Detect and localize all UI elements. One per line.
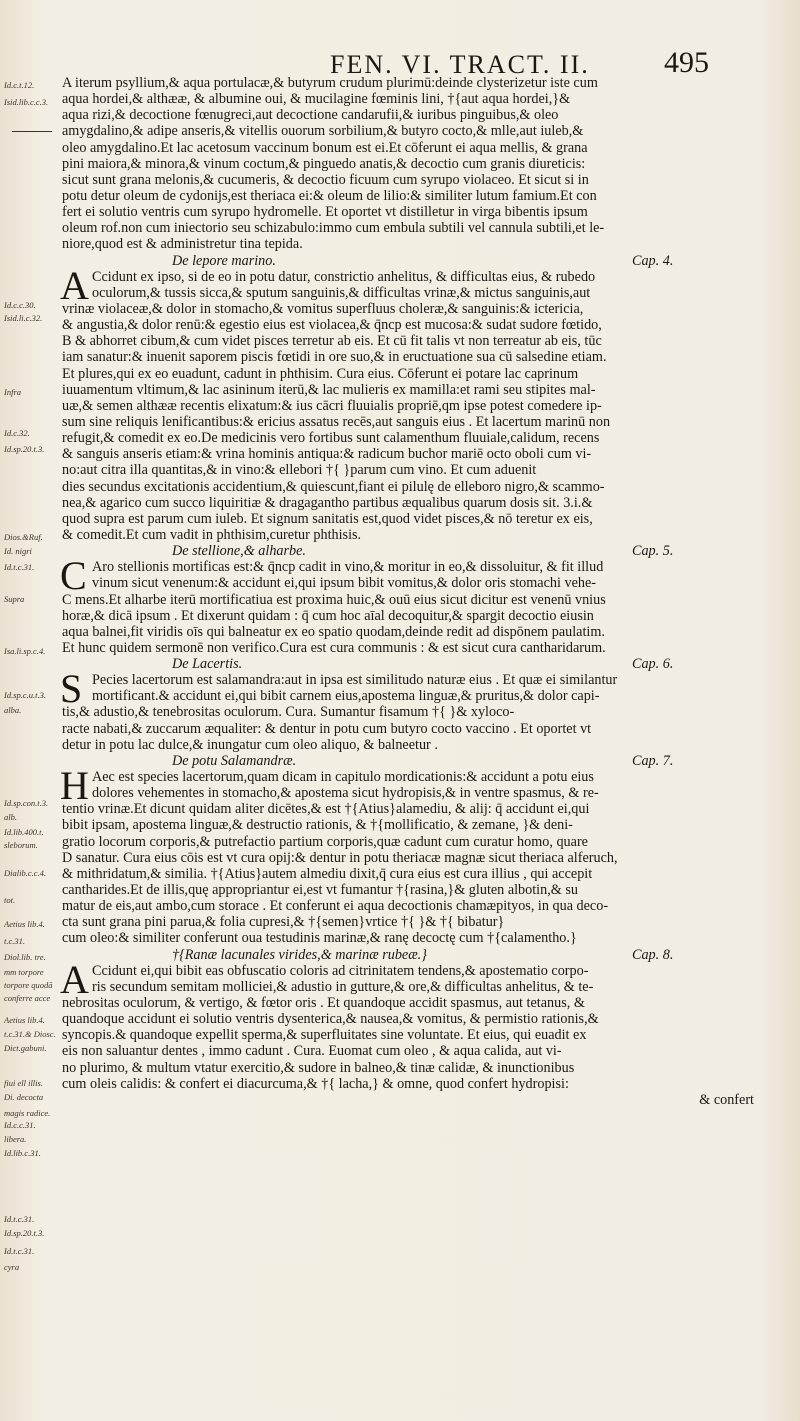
margin-note: t.c.31. [4, 936, 26, 946]
margin-divider [12, 131, 52, 132]
text-line: aqua rizi,& decoctione fœnugreci,aut decoctione candarufii,& iuribus pinguibus,& oleo [62, 107, 559, 124]
text-line: quod supra est parum cum iuleb. Et signum sanitatis est,quod videt pisces,& nō teretur ex eis, [62, 510, 593, 527]
text-line: gratio locorum corporis,& putrefactio partium corporis,quæ cadunt cum curatur homo, quare [62, 833, 588, 850]
text-line: oculorum,& tussis sicca,& sputum sanguinis,& difficultas vrinæ,& mictus sanguinis,aut [92, 284, 591, 301]
text-line: pini maiora,& minora,& vinum coctum,& pinguedo anatis,& decoctio cum granis diureticis: [62, 155, 586, 172]
margin-note: Infra [4, 387, 21, 397]
text-line: & sanguis anseris etiam:& vrina hominis antiqua:& radicum buchor mariē octo oboli cum vi- [62, 446, 592, 463]
margin-note: alb. [4, 812, 17, 822]
text-line: Ccidunt ei,qui bibit eas obfuscatio coloris ad citrinitatem tendens,& apostematio corpo- [92, 962, 589, 979]
margin-note: magis radice. [4, 1108, 51, 1118]
text-line: Aro stellionis mortificas est:& q̄ncp cadit in vino,& moritur in eo,& dissoluitur, & fit illud [92, 559, 604, 576]
drop-cap: S [60, 666, 83, 712]
text-line: potu detur oleum de cydonijs,est theriaca ei:& oleum de lilio:& similiter lutum famium.Et con [62, 187, 597, 204]
text-line: syncopis.& quandoque expellit sperma,& superfluitates sine voluntate. Et eius, qui euadit ex [62, 1027, 587, 1044]
margin-note: Id.c.c.30. [4, 300, 36, 310]
margin-note: Id.sp.20.t.3. [4, 444, 45, 454]
margin-note: Id.c.c.31. [4, 1120, 36, 1130]
text-line: niore,quod est & administretur tina tepida. [62, 236, 303, 253]
text-line: oleo amygdalino.Et lac acetosum vaccinum bonum est ei.Et cōferunt ei aqua mellis, & grana [62, 139, 588, 156]
margin-note: Isid.lib.c.c.3. [4, 97, 49, 107]
text-line: quandoque accidunt ei solutio ventris dysenterica,& nausea,& vomitus, & permistio rationis,& [62, 1011, 599, 1028]
text-line: fert ei solutio ventris cum syrupo hydromelle. Et oportet vt distilletur in virga bibentis ipsum [62, 204, 588, 221]
drop-cap: C [60, 553, 87, 599]
margin-note: Di. decocta [4, 1092, 44, 1102]
margin-note: Aetius lib.4. [4, 1015, 45, 1025]
margin-note: Diol.lib. tre. [4, 952, 46, 962]
margin-note: t.c.31.& Diosc. [4, 1029, 56, 1039]
chapter-body [60, 956, 774, 1092]
text-line: horæ,& dicā ipsum . Et dixerunt quidam : q̄ cum hoc aīal decoquitur,& spargit decoctio eiusin [62, 607, 594, 624]
margin-note: torpore quodā [4, 980, 53, 990]
chapter-title: De lepore marino. [172, 252, 276, 269]
text-line: dies secundus excitationis accidentium,& quiescunt,fiant ei pilulę de elleboro nigro,& scammo- [62, 478, 605, 495]
text-line: ris secundum semitam molliciei,& adustio in gutture,& ore,& difficultas anhelitus, & te- [92, 978, 594, 995]
text-line: dolores vehementes in stomacho,& apostema sicut hydropisis,& in ventre spasmus, & re- [92, 785, 599, 802]
text-line: cantharides.Et de illis,quę appropriantur ei,est vt fumantur †{rasina,}& gluten albotin,& su [62, 882, 578, 899]
page-number: 495 [664, 46, 709, 79]
drop-cap: A [60, 262, 89, 308]
text-line: eis non saluantur dentes , immo cadunt . Cura. Euomat cum oleo , & aqua calida, aut vi- [62, 1043, 562, 1060]
chapter-number: Cap. 5. [632, 543, 674, 560]
margin-note: Id.t.c.31. [4, 1214, 35, 1224]
text-line: cta sunt grana pini parua,& folia cupresi,& †{semen}vrtice †{ }& †{ bibatur} [62, 914, 505, 931]
text-line: oleum rof.non cum iniectorio seu schizabulo:immo cum embula subtili vel cannula subtili,et le- [62, 220, 605, 237]
margin-note: conferre acce [4, 993, 51, 1003]
text-line: bibit ipsam, apostema linguæ,& destructio rationis, & †{mollificatio, & zemane, }& deni- [62, 817, 573, 834]
text-line: Pecies lacertorum est salamandra:aut in ipsa est similitudo naturæ eius . Et quæ ei similantur [92, 672, 618, 689]
text-line: & angustia,& dolor renū:& egestio eius est violacea,& q̄ncp est mucosa:& sudat sudore fœtido, [62, 317, 602, 334]
margin-note: Dios.&Ruf. [4, 532, 43, 542]
margin-note: Id.lib.c.31. [4, 1148, 41, 1158]
margin-note: Aetius lib.4. [4, 919, 45, 929]
margin-note: Isa.li.sp.c.4. [4, 646, 46, 656]
margin-note: cyra [4, 1262, 20, 1272]
margin-note: Id.lib.400.t. [4, 827, 44, 837]
text-line: tis,& adustio,& tenebrositas oculorum. Cura. Sumantur fisamum †{ }& xyloco- [62, 704, 515, 721]
margin-note: Id.sp.con.t.3. [4, 798, 49, 808]
margin-note: mm torpore [4, 967, 44, 977]
chapter-heading [62, 947, 774, 963]
text-line: refugit,& comedit ex eo.De medicinis vero fortibus sunt calamenthum fluuiale,calidum, recens [62, 430, 600, 447]
text-line: cum oleo:& similiter conferunt oua testudinis marinæ,& ranę decoctę cum †{calamentho.} [62, 930, 577, 947]
text-line: C mens.Et alharbe iterū mortificatiua est proxima huic,& ouū eius sicut dicitur est venenū vnius [62, 591, 606, 608]
margin-note: Dict.gabuni. [4, 1043, 47, 1053]
text-line: no plurimo, & multum vtatur exercitio,& sudore in balneo,& tinæ calidæ, & inunctionibus [62, 1059, 575, 1076]
text-line: vinum sicut venenum:& accidunt ei,qui ipsum bibit vomitus,& dolor oris stomachi vehe- [92, 575, 596, 592]
running-head: FEN. VI. TRACT. II. [330, 50, 590, 79]
margin-note: fiui ell illis. [4, 1078, 43, 1088]
chapter-heading [62, 656, 774, 672]
text-line: D sanatur. Cura eius cōis est vt cura opij:& dentur in potu theriacæ magnæ sicut theriaca alferuch, [62, 849, 618, 866]
text-line: & comedit.Et cum vadit in phthisim,curetur phthisis. [62, 526, 362, 543]
text-line: vrinæ violaceæ,& dolor in stomacho,& vomitus superfluus choleræ,& sanguinis:& ictericia, [62, 300, 584, 317]
margin-note: Id.sp.20.t.3. [4, 1228, 45, 1238]
margin-note: Id. nigri [4, 546, 32, 556]
text-line: nebrositas oculorum, & vertigo, & fœtor oris . Et quandoque accidit spasmus, aut tetanus, & [62, 995, 585, 1012]
catchword: & confert [699, 1091, 754, 1108]
chapter-number: Cap. 7. [632, 752, 674, 769]
chapter-heading [62, 543, 774, 559]
chapter-title: †{Ranæ lacunales virides,& marinæ rubeæ.} [172, 946, 427, 963]
margin-note: Id.t.c.31. [4, 562, 35, 572]
text-line: B & abhorret cibum,& cum videt pisces terretur ab eis. Et cū fit talis vt non terreatur ab eis, tūc [62, 333, 602, 350]
margin-note: sleborum. [4, 840, 38, 850]
text-line: sicut sunt grana melonis,& cucumeris, & decoctio ficuum cum syrupo violaceo. Et sicut si in [62, 171, 589, 188]
text-line: cum oleis calidis: & confert ei diacurcuma,& †{ lacha,} & omne, quod confert hydropisi: [62, 1075, 569, 1092]
text-line: sum sine reliquis lenificantibus:& ericius assatus recēs,aut sanguis eius . Et lacertum marinū non [62, 413, 611, 430]
margin-note: Id.c.t.12. [4, 80, 35, 90]
margin-note: Isid.li.c.32. [4, 313, 43, 323]
text-line: racte nabati,& zuccarum æqualiter: & dentur in potu cum butyro cocto vaccino . Et oportet vt [62, 720, 592, 737]
drop-cap: H [60, 763, 89, 809]
text-line: A iterum psyllium,& aqua portulacæ,& butyrum crudum plurimū:deinde clysterizetur iste cum [62, 75, 598, 91]
chapter-number: Cap. 4. [632, 252, 674, 269]
chapter-title: De Lacertis. [172, 656, 243, 673]
chapter-title: De stellione,& alharbe. [172, 543, 306, 560]
chapter-number: Cap. 6. [632, 656, 674, 673]
text-line: iam sanatur:& inuenit saporem piscis fœtidi in ore suo,& in eructuatione sua cū salsedine etiam. [62, 349, 607, 366]
text-line: aqua balnei,fit viridis oīs qui balneatur ex eo spatio quodam,deinde redit ad dispōnem paulatim. [62, 623, 605, 640]
chapter-body [60, 763, 774, 947]
text-line: Et hunc quidem sermonē non verifico.Cura est cura communis : & est sicut cura cantharidarum. [62, 639, 606, 656]
text-line: Et plures,qui ex eo euadunt, cadunt in phthisim. Cura eius. Cōferunt ei potare lac caprinum [62, 365, 579, 382]
margin-note: Id.sp.c.u.t.3. [4, 690, 47, 700]
margin-notes [0, 0, 58, 1421]
text-line: iuuamentum vltimum,& lac asininum iterū,& lac mulieris ex mamilla:et rami seu stipites mal- [62, 381, 596, 398]
chapter-body [60, 553, 774, 656]
chapter-number: Cap. 8. [632, 946, 674, 963]
margin-note: Supra [4, 594, 25, 604]
text-line: matur de eis,aut ambo,cum storace . Et conferunt ei aqua decoctionis chamæpityos, in qua deco- [62, 898, 609, 915]
margin-note: Id.t.c.31. [4, 1246, 35, 1256]
text-line: Aec est species lacertorum,quam dicam in capitulo mordicationis:& accidunt a potu eius [92, 769, 594, 786]
text-line: & mithridatum,& similia. †{Atius}autem almediu dixit,q̄ cura eius est cura illius , qui accepit [62, 865, 593, 882]
text-line: nea,& agarico cum succo liquiritiæ & dragagantho partibus æqualibus quarum dosis sit. 3.i.& [62, 494, 593, 511]
text-line: amygdalino,& adipe anseris,& vitellis ouorum sorbilium,& butyro cocto,& mlle,aut iuleb,& [62, 123, 584, 140]
text-line: uæ,& semen althææ recentis elixatum:& ius cācri fluuialis propriē,qm ipse potest comedere ip- [62, 397, 602, 414]
margin-note: tot. [4, 895, 16, 905]
chapter-body [60, 666, 774, 753]
text-line: detur in potu lac dulce,& inungatur cum oleo aliquo, & balneetur . [62, 736, 438, 753]
chapter-body [60, 262, 774, 543]
chapter-heading [62, 253, 774, 269]
margin-note: libera. [4, 1134, 27, 1144]
margin-note: Id.c.32. [4, 428, 30, 438]
margin-note: Dialib.c.c.4. [4, 868, 47, 878]
text-line: aqua hordei,& althææ, & albumine oui, & mucilagine fœminis lini, †{aut aqua hordei,}& [62, 91, 571, 108]
text-line: mortificant.& accidunt ei,qui bibit carnem eius,apostema linguæ,& pruritus,& dolor capi- [92, 688, 600, 705]
margin-note: alba. [4, 705, 22, 715]
main-text [62, 75, 774, 1108]
chapter-title: De potu Salamandræ. [172, 752, 297, 769]
chapter-heading [62, 753, 774, 769]
text-line: Ccidunt ex ipso, si de eo in potu datur, constrictio anhelitus, & difficultas eius, & rubedo [92, 268, 596, 285]
text-line: tentio vrinæ.Et dicunt quidam aliter dicētes,& est †{Atius}alamediu, & alij: q̄ accidunt ei,qui [62, 801, 590, 818]
text-line: no:aut citra illa quantitas,& in vino:& ellebori †{ }parum cum vino. Et cum aduenit [62, 462, 537, 479]
drop-cap: A [60, 956, 89, 1002]
